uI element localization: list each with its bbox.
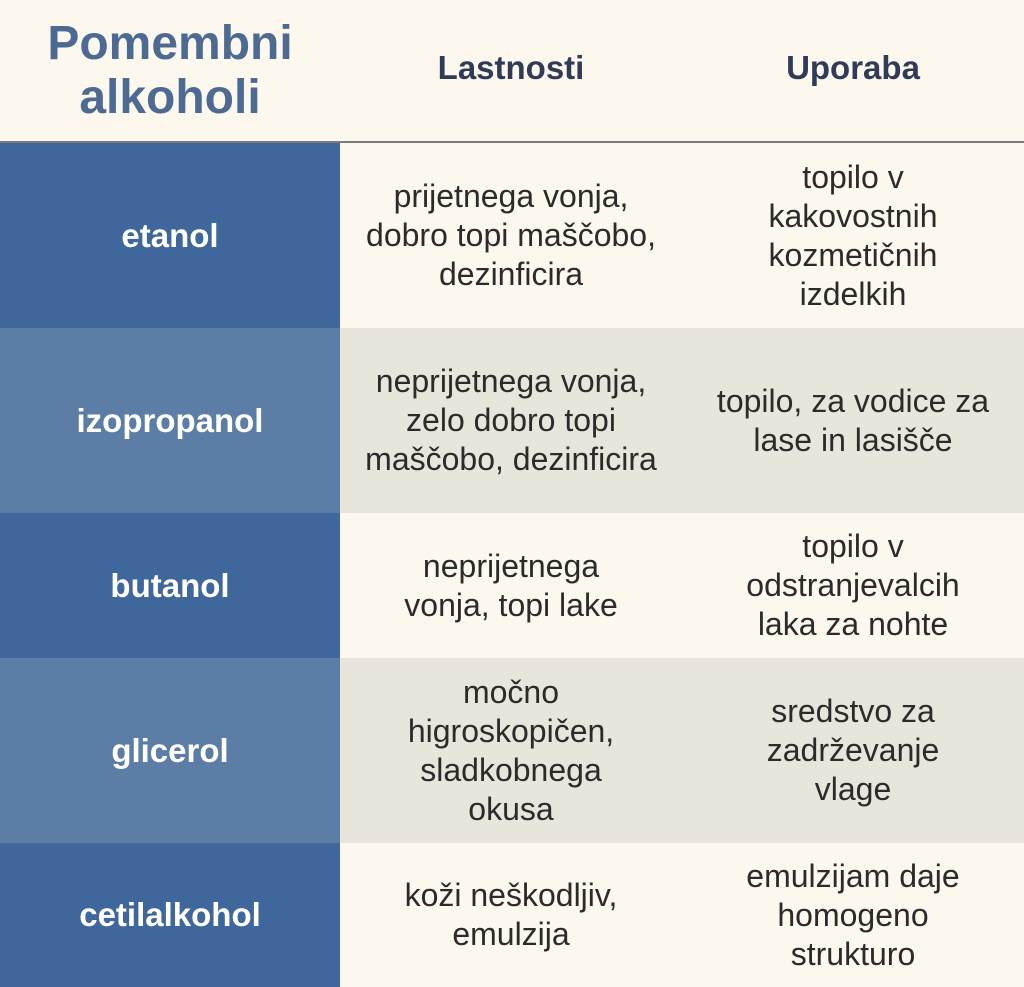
row-name-text: etanol bbox=[121, 216, 219, 254]
row-usage-glicerol bbox=[682, 658, 1024, 843]
column-header-properties-text: Lastnosti bbox=[437, 48, 585, 86]
row-properties-text: prijetnega vonja, dobro topi maščobo, dezinficira bbox=[366, 178, 656, 292]
row-properties-cetilalkohol bbox=[340, 843, 682, 987]
row-usage-text: topilo v odstranjevalcih laka za nohte bbox=[746, 528, 960, 642]
row-name-etanol bbox=[0, 143, 340, 328]
row-properties-etanol bbox=[340, 143, 682, 328]
row-name-text: butanol bbox=[110, 566, 230, 604]
row-name-butanol bbox=[0, 513, 340, 658]
row-name-text: cetilalkohol bbox=[79, 896, 261, 933]
row-name-text: izopropanol bbox=[76, 401, 264, 439]
row-name-glicerol bbox=[0, 658, 340, 843]
table-title-text: Pomembni alkoholi bbox=[47, 16, 293, 124]
table-title bbox=[0, 0, 340, 143]
row-properties-izopropanol bbox=[340, 328, 682, 513]
row-usage-text: topilo v kakovostnih kozmetičnih izdelkih bbox=[768, 158, 938, 312]
row-properties-text: neprijetnega vonja, topi lake bbox=[404, 547, 618, 623]
row-usage-etanol bbox=[682, 143, 1024, 328]
row-properties-glicerol bbox=[340, 658, 682, 843]
row-usage-text: emulzijam daje homogeno strukturo bbox=[746, 857, 960, 972]
column-header-properties bbox=[340, 0, 682, 143]
row-usage-text: topilo, za vodice za lase in lasišče bbox=[716, 382, 990, 458]
column-header-usage bbox=[682, 0, 1024, 143]
column-header-usage-text: Uporaba bbox=[786, 48, 920, 86]
row-name-text: glicerol bbox=[111, 731, 229, 769]
row-properties-text: neprijetnega vonja, zelo dobro topi maščobo, dezinficira bbox=[365, 363, 657, 477]
row-usage-cetilalkohol bbox=[682, 843, 1024, 987]
row-usage-izopropanol bbox=[682, 328, 1024, 513]
row-properties-butanol bbox=[340, 513, 682, 658]
row-usage-text: sredstvo za zadrževanje vlage bbox=[766, 693, 940, 807]
row-name-cetilalkohol bbox=[0, 843, 340, 987]
row-usage-butanol bbox=[682, 513, 1024, 658]
row-properties-text: koži neškodljiv, emulzija bbox=[404, 877, 618, 952]
row-properties-text: močno higroskopičen, sladkobnega okusa bbox=[407, 673, 615, 827]
row-name-izopropanol bbox=[0, 328, 340, 513]
